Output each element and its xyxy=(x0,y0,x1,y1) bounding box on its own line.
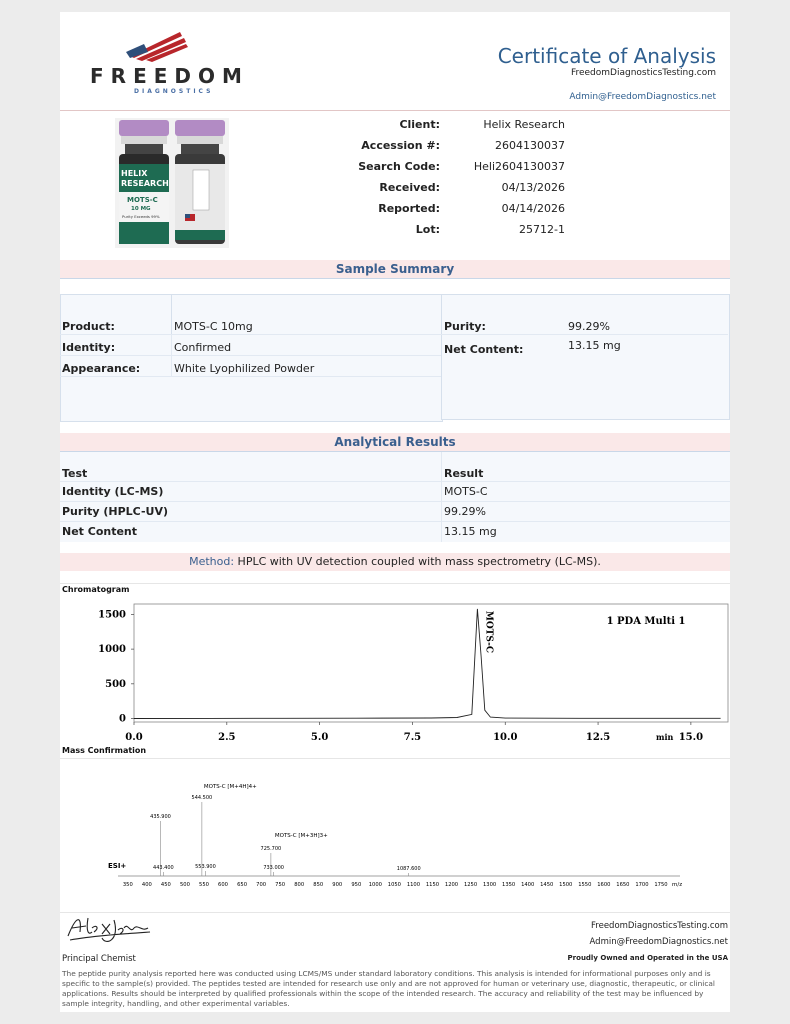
footer-website[interactable]: FreedomDiagnosticsTesting.com xyxy=(591,921,728,931)
summary-right-box xyxy=(441,294,730,420)
flag-logo-icon xyxy=(122,22,192,62)
mz-tick-label: 1700 xyxy=(635,882,649,888)
mz-tick-label: 550 xyxy=(199,882,209,888)
summary-left-box xyxy=(60,294,443,422)
mz-tick-label: 750 xyxy=(275,882,286,888)
vial-dose: 10 MG xyxy=(131,206,151,212)
mz-tick-label: 900 xyxy=(332,882,343,888)
ionization-mode: ESI+ xyxy=(108,862,127,870)
mz-tick-label: 500 xyxy=(179,882,190,888)
summary-label-net-content: Net Content: xyxy=(444,343,524,356)
summary-value-net-content: 13.15 mg xyxy=(568,339,621,352)
mz-tick-label: 1300 xyxy=(482,882,497,888)
mz-tick-label: 1600 xyxy=(597,882,611,888)
signatory-role: Principal Chemist xyxy=(62,954,136,964)
summary-value-product: MOTS-C 10mg xyxy=(174,320,253,333)
mass-peak-label: 725.700 xyxy=(260,846,282,852)
mz-tick-label: 1250 xyxy=(463,882,478,888)
x-tick-label: 10.0 xyxy=(493,732,518,743)
vial-brand-2: RESEARCH xyxy=(121,179,169,188)
info-label-received: Received: xyxy=(379,181,440,194)
method-text: HPLC with UV detection coupled with mass spectrometry (LC-MS). xyxy=(234,555,601,568)
x-unit-label: min xyxy=(656,732,674,742)
info-value-received: 04/13/2026 xyxy=(501,181,565,194)
sample-summary-heading: Sample Summary xyxy=(60,260,730,279)
mz-tick-label: 850 xyxy=(313,882,324,888)
mz-tick-label: 800 xyxy=(294,882,305,888)
footer-tagline: Proudly Owned and Operated in the USA xyxy=(567,954,728,962)
product-vials-photo xyxy=(115,118,229,248)
disclaimer-text: The peptide purity analysis reported here was conducted using LCMS/MS under standard laboratory conditions. This analysis is intended for informational purposes only and is specific to the sample(s) provided. The peptides tested are intended for research use only and are not approved for human or veterinary use, diagnostic, therapeutic, or clinical applications. Results should be interpreted by qualified professionals within the scope of the intended research. The accuracy and reliability of the test may be influenced by sample integrity, handling, and other experimental variables. xyxy=(62,969,715,1008)
mz-tick-label: 350 xyxy=(122,882,133,888)
peak-label: MOTS-C xyxy=(483,610,494,654)
col-header-result: Result xyxy=(444,467,484,480)
info-value-accession: 2604130037 xyxy=(495,139,565,152)
summary-value-identity: Confirmed xyxy=(174,341,232,354)
mass-spectrum-chart xyxy=(60,772,730,896)
mz-tick-label: 450 xyxy=(160,882,171,888)
mz-tick-label: 1550 xyxy=(578,882,592,888)
summary-label-product: Product: xyxy=(62,320,115,333)
logo-wordmark: FREEDOM xyxy=(90,64,249,88)
x-tick-label: 15.0 xyxy=(678,732,704,743)
table-row-result: MOTS-C xyxy=(444,485,488,498)
ion-label-3plus: MOTS-C [M+3H]3+ xyxy=(274,833,328,839)
mass-peak-label: 1087.600 xyxy=(396,866,421,872)
info-value-reported: 04/14/2026 xyxy=(501,202,565,215)
table-row-test: Purity (HPLC-UV) xyxy=(62,505,169,518)
mass-peak-label: 443.400 xyxy=(153,865,174,871)
summary-label-purity: Purity: xyxy=(444,320,486,333)
header-divider xyxy=(60,110,730,111)
info-label-search-code: Search Code: xyxy=(358,160,440,173)
summary-value-purity: 99.29% xyxy=(568,320,610,333)
ion-label-4plus: MOTS-C [M+4H]4+ xyxy=(203,784,257,790)
chromatogram-title: Chromatogram xyxy=(62,585,130,594)
y-tick-label: 500 xyxy=(105,678,126,690)
method-label: Method: xyxy=(189,555,235,568)
certificate-sheet xyxy=(60,12,730,1012)
document-title: Certificate of Analysis xyxy=(497,44,716,68)
vial-product: MOTS-C xyxy=(127,196,158,204)
mz-tick-label: 1500 xyxy=(559,882,573,888)
mz-tick-label: 950 xyxy=(351,882,362,888)
mass-peak-label: 553.900 xyxy=(195,864,216,870)
info-label-reported: Reported: xyxy=(378,202,440,215)
analytical-results-heading: Analytical Results xyxy=(60,433,730,452)
x-tick-label: 2.5 xyxy=(218,732,236,743)
page xyxy=(48,0,743,1024)
mass-peak-label: 435.900 xyxy=(150,814,171,820)
chromatogram-chart xyxy=(60,596,730,746)
mz-tick-label: 650 xyxy=(237,882,248,888)
col-header-test: Test xyxy=(62,467,88,480)
vial-purity-note: Purity Exceeds 99% xyxy=(122,214,160,219)
mass-peak-label: 544.500 xyxy=(191,795,213,801)
signature-image xyxy=(62,910,154,948)
info-label-client: Client: xyxy=(399,118,440,131)
x-tick-label: 0.0 xyxy=(125,732,143,743)
vial-brand-1: HELIX xyxy=(121,169,148,178)
info-label-accession: Accession #: xyxy=(361,139,440,152)
table-row-result: 13.15 mg xyxy=(444,525,497,538)
header-email[interactable]: Admin@FreedomDiagnostics.net xyxy=(569,92,716,102)
mz-tick-label: 1450 xyxy=(540,882,554,888)
mass-peak-label: 733.000 xyxy=(263,865,285,871)
mz-tick-label: 1400 xyxy=(521,882,535,888)
mz-tick-label: 1650 xyxy=(616,882,630,888)
mz-unit-label: m/z xyxy=(672,882,683,888)
summary-label-identity: Identity: xyxy=(62,341,116,354)
table-row-result: 99.29% xyxy=(444,505,486,518)
summary-value-appearance: White Lyophilized Powder xyxy=(174,362,315,375)
info-value-lot: 25712-1 xyxy=(519,223,565,236)
mz-tick-label: 1150 xyxy=(425,882,440,888)
mz-tick-label: 600 xyxy=(218,882,228,888)
mz-tick-label: 1750 xyxy=(654,882,668,888)
footer-email[interactable]: Admin@FreedomDiagnostics.net xyxy=(589,937,728,947)
header-website[interactable]: FreedomDiagnosticsTesting.com xyxy=(570,68,716,78)
table-row-test: Identity (LC-MS) xyxy=(62,485,164,498)
x-tick-label: 5.0 xyxy=(310,732,329,743)
mz-tick-label: 1000 xyxy=(368,882,382,888)
y-tick-label: 1000 xyxy=(98,644,126,656)
mz-tick-label: 1200 xyxy=(444,882,459,888)
logo-subtitle: DIAGNOSTICS xyxy=(134,88,214,95)
table-row-test: Net Content xyxy=(62,525,138,538)
x-tick-label: 7.5 xyxy=(403,732,422,743)
y-tick-label: 0 xyxy=(119,713,126,725)
mz-tick-label: 700 xyxy=(256,882,267,888)
x-tick-label: 12.5 xyxy=(585,732,611,743)
info-value-client: Helix Research xyxy=(483,118,565,131)
info-label-lot: Lot: xyxy=(415,223,440,236)
mz-tick-label: 1050 xyxy=(387,882,401,888)
y-tick-label: 1500 xyxy=(98,609,126,621)
mz-tick-label: 1100 xyxy=(406,882,421,888)
info-value-search-code: Heli2604130037 xyxy=(473,160,565,173)
mz-tick-label: 1350 xyxy=(502,882,516,888)
mz-tick-label: 400 xyxy=(141,882,152,888)
method-banner xyxy=(60,553,730,571)
summary-label-appearance: Appearance: xyxy=(62,362,141,375)
channel-label: 1 PDA Multi 1 xyxy=(606,616,686,627)
mass-confirmation-title: Mass Confirmation xyxy=(62,746,147,755)
